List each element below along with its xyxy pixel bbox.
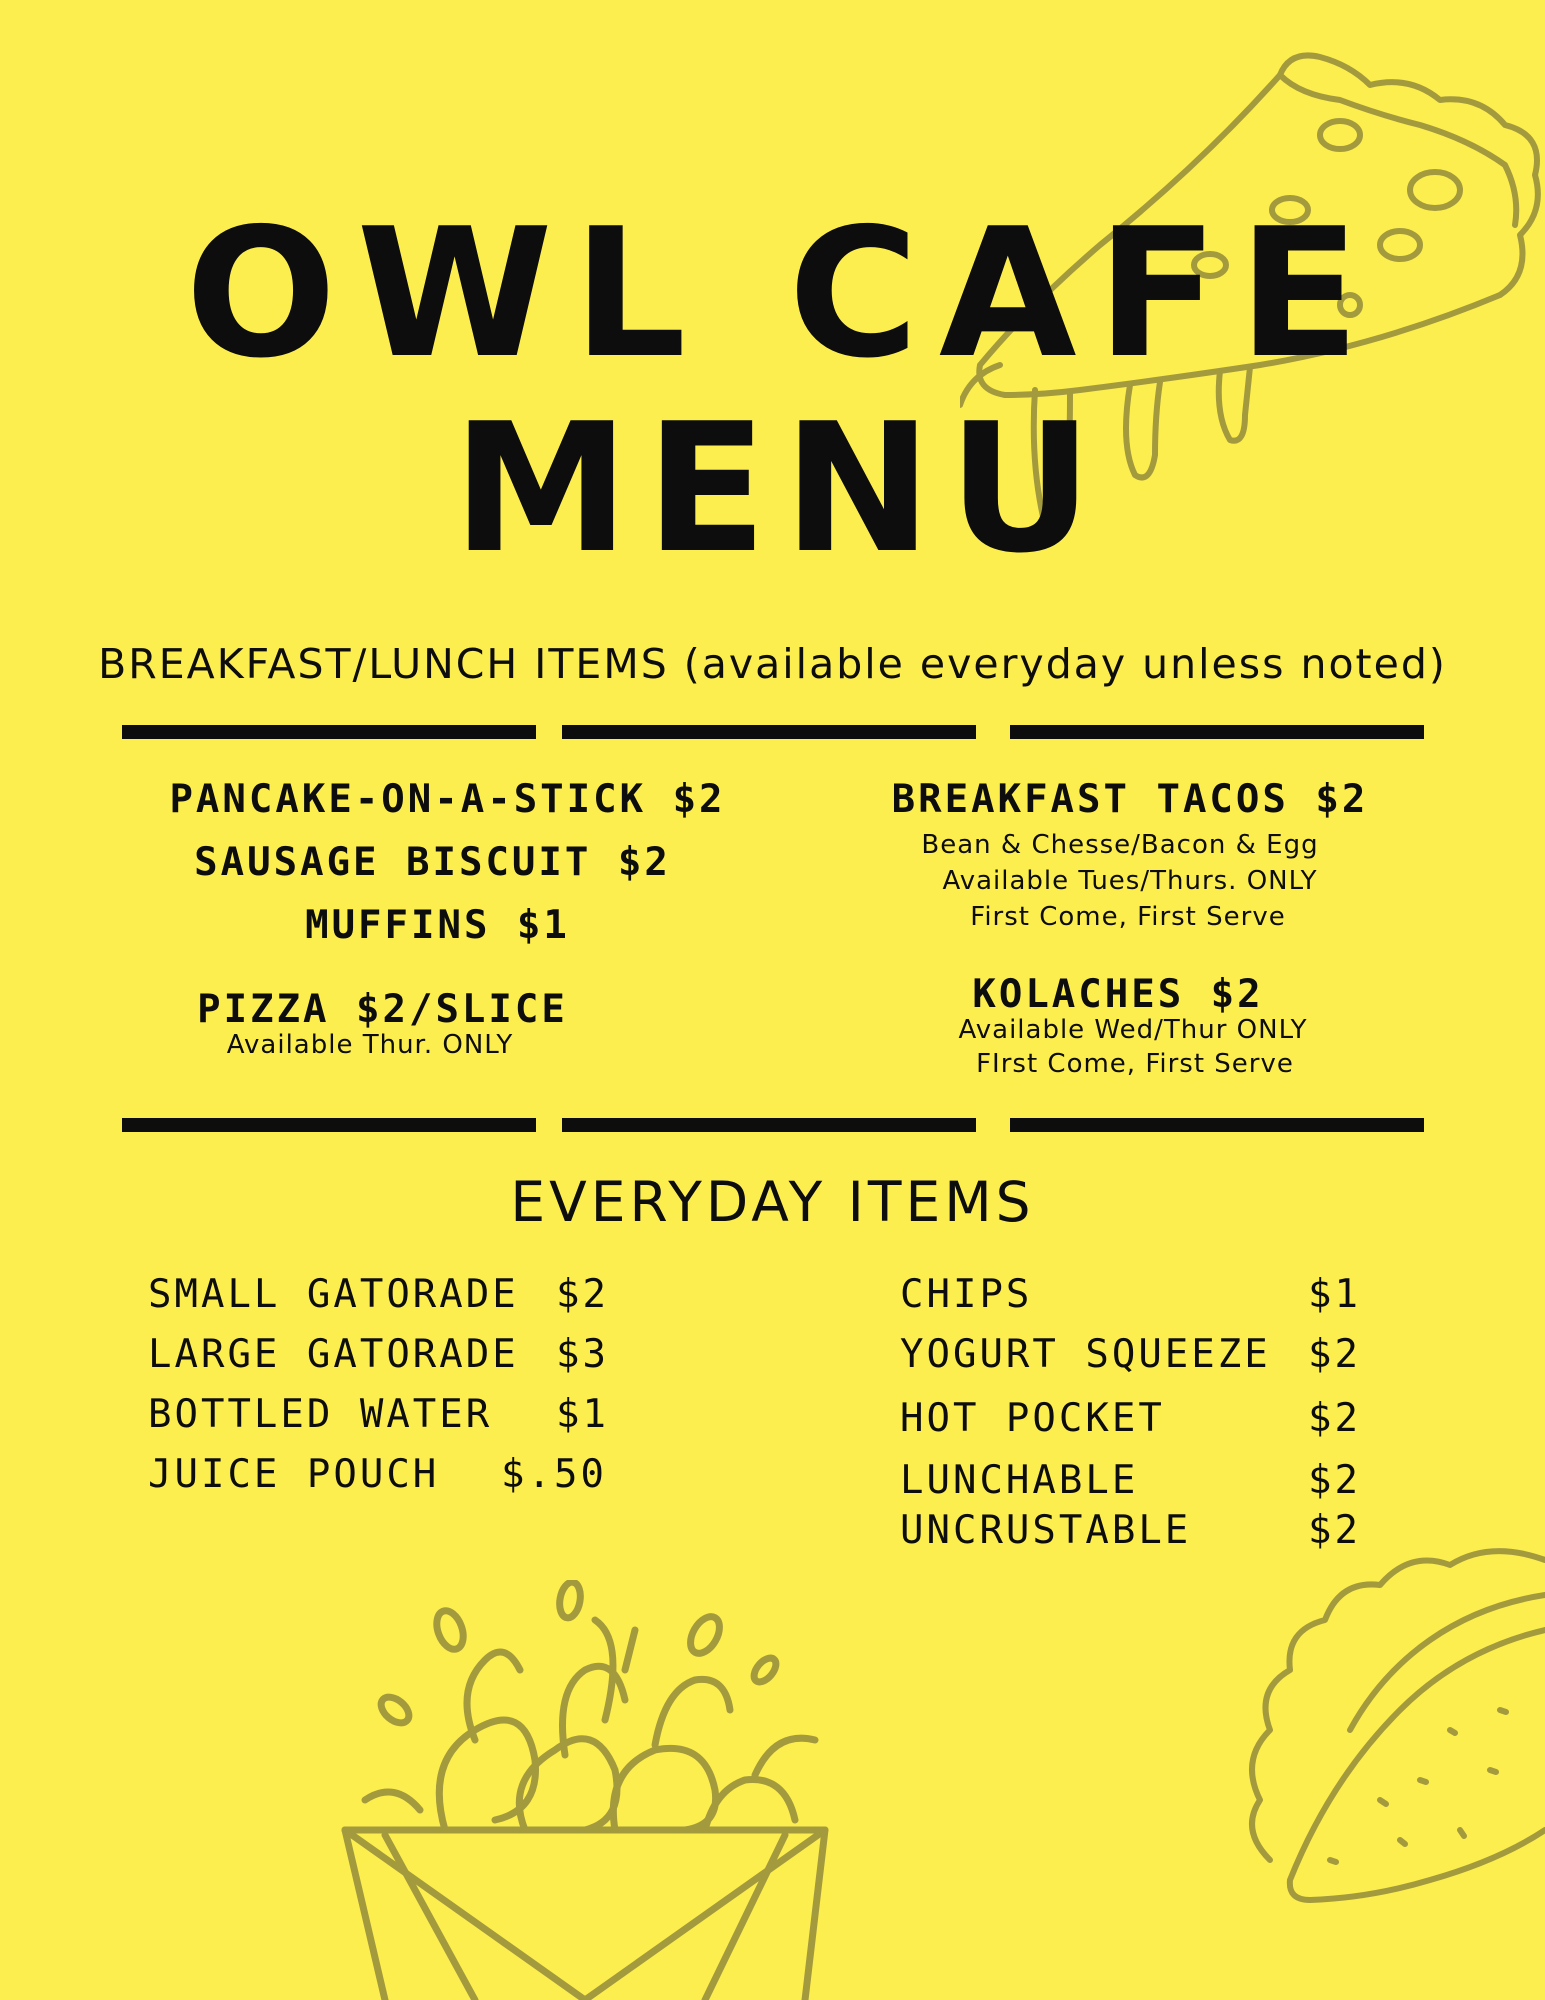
item-name: SMALL GATORADE — [148, 1272, 519, 1317]
list-item — [148, 1392, 609, 1437]
menu-item-note: Available Thur. ONLY — [226, 1030, 514, 1060]
item-name: BOTTLED WATER — [148, 1392, 493, 1437]
item-price: $2 — [1308, 1396, 1361, 1441]
list-item — [148, 1452, 607, 1497]
item-name: UNCRUSTABLE — [900, 1508, 1192, 1553]
item-price: $2 — [556, 1272, 609, 1317]
item-price: $1 — [556, 1392, 609, 1437]
menu-item: PANCAKE-ON-A-STICK $2 — [169, 777, 726, 822]
page-title-line2: MENU — [452, 385, 1109, 592]
list-item — [148, 1332, 609, 1377]
list-item — [900, 1508, 1361, 1553]
item-price: $3 — [556, 1332, 609, 1377]
item-price: $2 — [1308, 1508, 1361, 1553]
section-heading-everyday: EVERYDAY ITEMS — [510, 1170, 1035, 1234]
divider — [1010, 1118, 1424, 1132]
menu-item-note: First Come, First Serve — [970, 902, 1286, 932]
menu-item: PIZZA $2/SLICE — [197, 987, 568, 1032]
menu-item-note: Available Wed/Thur ONLY — [958, 1015, 1308, 1045]
item-price: $1 — [1308, 1272, 1361, 1317]
taco-icon — [1230, 1500, 1545, 1920]
item-name: CHIPS — [900, 1272, 1033, 1317]
list-item — [900, 1396, 1361, 1441]
section-heading-breakfast-lunch: BREAKFAST/LUNCH ITEMS (available everyday unless noted) — [98, 640, 1447, 688]
item-name: LUNCHABLE — [900, 1458, 1139, 1503]
divider — [122, 1118, 536, 1132]
divider — [562, 725, 976, 739]
menu-item-note: Bean & Chesse/Bacon & Egg — [921, 830, 1319, 860]
menu-item: MUFFINS $1 — [305, 903, 570, 948]
pasta-box-icon — [325, 1580, 845, 2000]
item-name: HOT POCKET — [900, 1396, 1165, 1441]
menu-item-note: FIrst Come, First Serve — [976, 1049, 1294, 1079]
divider — [1010, 725, 1424, 739]
divider — [562, 1118, 976, 1132]
item-price: $2 — [1308, 1332, 1361, 1377]
menu-item: KOLACHES $2 — [972, 972, 1264, 1017]
item-name: LARGE GATORADE — [148, 1332, 519, 1377]
menu-item: BREAKFAST TACOS $2 — [891, 777, 1369, 822]
list-item — [900, 1332, 1361, 1377]
page-title-line1: OWL CAFE — [185, 190, 1380, 397]
item-name: JUICE POUCH — [148, 1452, 440, 1497]
list-item — [900, 1458, 1361, 1503]
divider — [122, 725, 536, 739]
item-name: YOGURT SQUEEZE — [900, 1332, 1271, 1377]
menu-item: SAUSAGE BISCUIT $2 — [194, 840, 671, 885]
item-price: $.50 — [501, 1452, 607, 1497]
item-price: $2 — [1308, 1458, 1361, 1503]
list-item — [900, 1272, 1361, 1317]
list-item — [148, 1272, 609, 1317]
menu-item-note: Available Tues/Thurs. ONLY — [942, 866, 1318, 896]
